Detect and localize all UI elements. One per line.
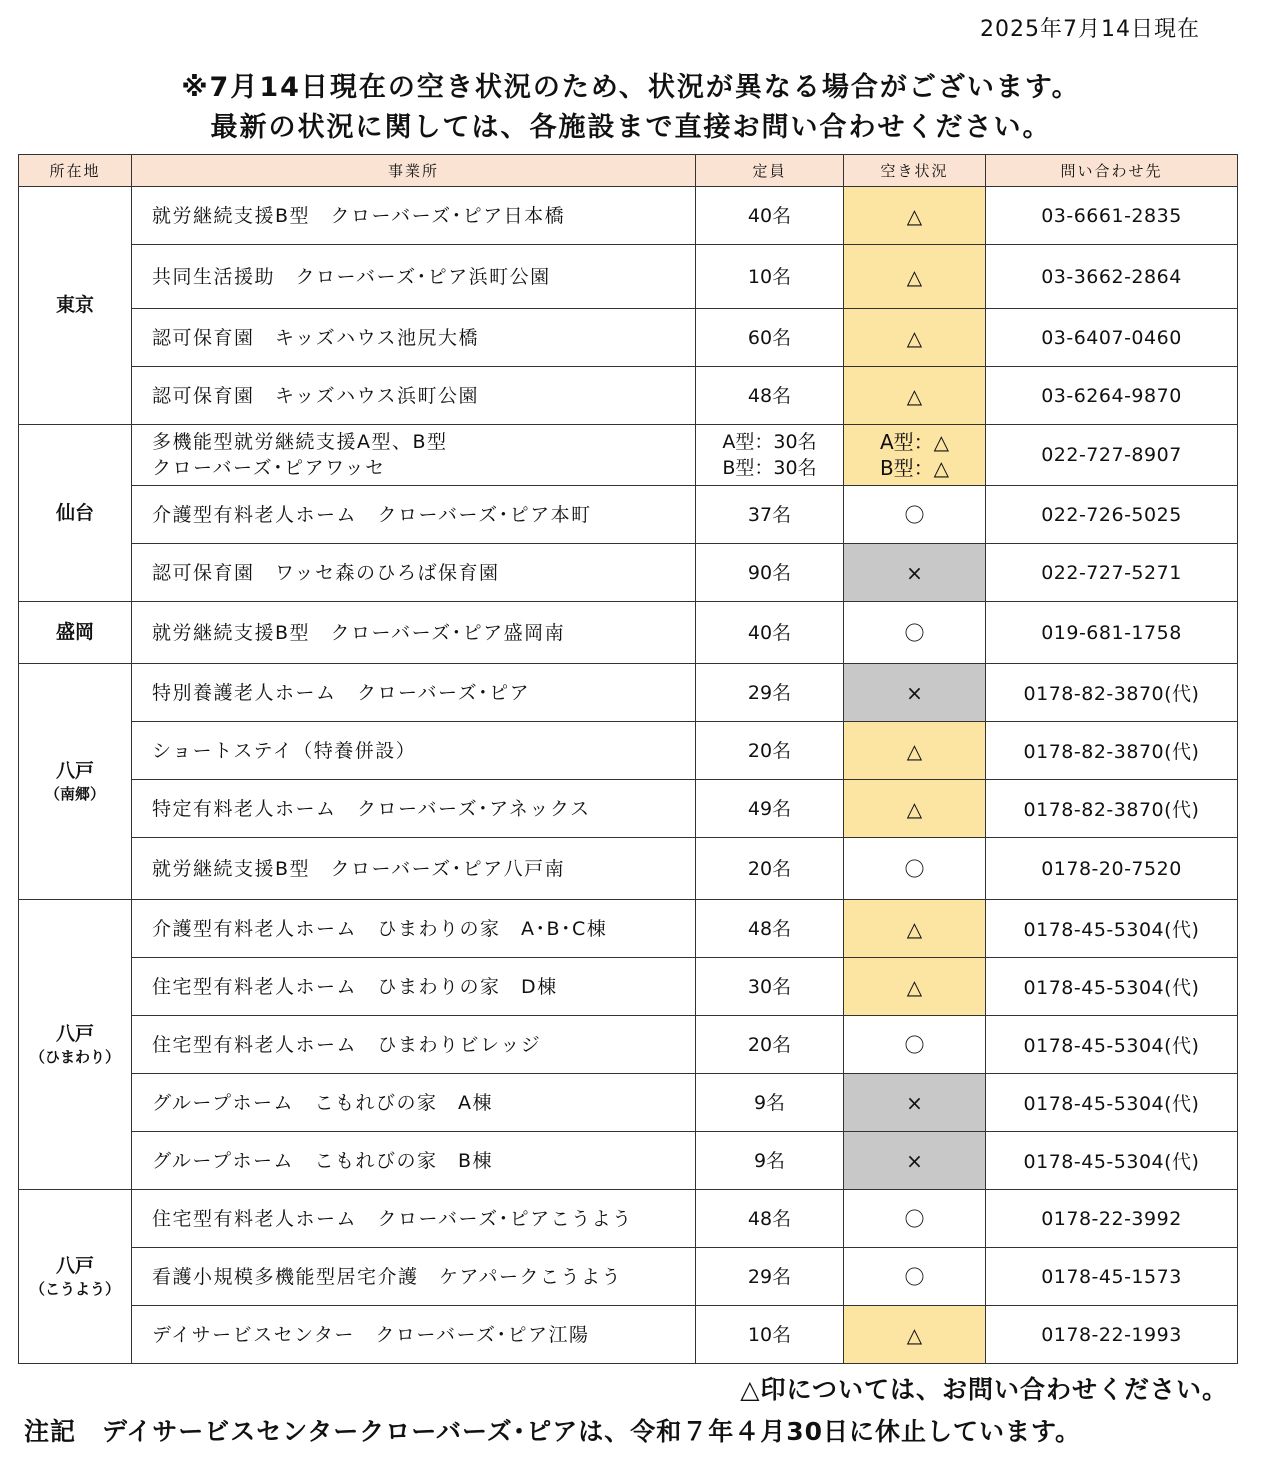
contact-phone: 03-3662-2864 (986, 245, 1238, 309)
location-cell (19, 187, 132, 425)
contact-phone: 022-727-8907 (986, 425, 1238, 486)
capacity-value: 20名 (747, 857, 792, 880)
location-sub: （こうよう） (29, 1280, 120, 1298)
availability-cell (844, 602, 986, 664)
table-row (19, 1016, 1238, 1074)
facility-name: 認可保育園 キッズハウス池尻大橋 (152, 326, 480, 349)
facility-name: 住宅型有料老人ホーム ひまわりビレッジ (152, 1033, 542, 1056)
facility-cell (132, 1132, 696, 1190)
capacity-cell (696, 900, 844, 958)
availability-cell (844, 1248, 986, 1306)
table-row (19, 1074, 1238, 1132)
table-row (19, 1248, 1238, 1306)
table-body (19, 187, 1238, 1364)
availability-cell (844, 958, 986, 1016)
facility-cell (132, 602, 696, 664)
location-cell (19, 664, 132, 900)
facility-cell (132, 900, 696, 958)
capacity-cell (696, 838, 844, 900)
availability-cell (844, 425, 986, 486)
capacity-value: 37名 (747, 503, 792, 526)
availability-mark: × (906, 1090, 923, 1115)
availability-mark: 〇 (904, 856, 925, 881)
capacity-value: B型：30名 (722, 457, 817, 479)
table-row (19, 664, 1238, 722)
capacity-cell (696, 1248, 844, 1306)
contact-phone: 022-726-5025 (986, 486, 1238, 544)
facility-name: 住宅型有料老人ホーム クローバーズ･ピアこうよう (152, 1207, 633, 1230)
capacity-cell (696, 425, 844, 486)
capacity-cell (696, 602, 844, 664)
location-cell (19, 425, 132, 602)
contact-phone: 0178-82-3870(代) (986, 780, 1238, 838)
facility-name: デイサービスセンター クローバーズ･ピア江陽 (152, 1323, 590, 1346)
contact-phone: 0178-45-5304(代) (986, 1074, 1238, 1132)
capacity-value: 48名 (747, 384, 792, 407)
contact-phone: 0178-20-7520 (986, 838, 1238, 900)
availability-cell (844, 780, 986, 838)
location-name: 東京 (55, 294, 94, 316)
header-availability: 空き状況 (844, 155, 986, 187)
facility-name: 特別養護老人ホーム クローバーズ･ピア (152, 681, 531, 704)
facility-name: 認可保育園 ワッセ森のひろば保育園 (152, 561, 500, 584)
location-name: 八戸 (55, 1255, 94, 1277)
availability-cell (844, 1016, 986, 1074)
facility-cell (132, 958, 696, 1016)
contact-phone: 0178-82-3870(代) (986, 664, 1238, 722)
facility-name: ショートステイ（特養併設） (152, 739, 417, 762)
facility-name: 就労継続支援B型 クローバーズ･ピア日本橋 (152, 204, 566, 227)
capacity-value: 49名 (747, 797, 792, 820)
capacity-cell (696, 780, 844, 838)
facility-name: 多機能型就労継続支援A型、B型 (152, 431, 448, 453)
capacity-cell (696, 367, 844, 425)
availability-cell (844, 838, 986, 900)
contact-phone: 0178-22-1993 (986, 1306, 1238, 1364)
table-row (19, 1132, 1238, 1190)
table-row (19, 1190, 1238, 1248)
contact-phone: 0178-22-3992 (986, 1190, 1238, 1248)
table-row (19, 838, 1238, 900)
facility-cell (132, 1016, 696, 1074)
table-row (19, 245, 1238, 309)
facility-cell (132, 780, 696, 838)
capacity-cell (696, 1132, 844, 1190)
capacity-cell (696, 1190, 844, 1248)
contact-phone: 0178-82-3870(代) (986, 722, 1238, 780)
table-row (19, 780, 1238, 838)
capacity-value: 20名 (747, 739, 792, 762)
notice-line-1: ※7月14日現在の空き状況のため、状況が異なる場合がございます。 (181, 72, 1081, 103)
availability-mark: 〇 (904, 1206, 925, 1231)
as-of-date: 2025年7月14日現在 (980, 17, 1200, 42)
facility-name: 看護小規模多機能型居宅介護 ケアパークこうよう (152, 1265, 622, 1288)
capacity-cell (696, 544, 844, 602)
facility-name: 介護型有料老人ホーム クローバーズ･ピア本町 (152, 503, 592, 526)
availability-cell (844, 544, 986, 602)
location-cell (19, 602, 132, 664)
table-row (19, 722, 1238, 780)
facility-name: クローバーズ･ピアワッセ (152, 457, 386, 479)
header-contact: 問い合わせ先 (986, 155, 1238, 187)
notice (0, 68, 1262, 148)
availability-mark: △ (906, 738, 923, 763)
facility-cell (132, 367, 696, 425)
location-cell (19, 1190, 132, 1364)
capacity-cell (696, 1074, 844, 1132)
capacity-value: 9名 (753, 1149, 786, 1172)
capacity-cell (696, 958, 844, 1016)
table-row (19, 544, 1238, 602)
contact-phone: 0178-45-1573 (986, 1248, 1238, 1306)
availability-mark: × (906, 1148, 923, 1173)
table-row (19, 900, 1238, 958)
capacity-cell (696, 722, 844, 780)
facility-cell (132, 1248, 696, 1306)
availability-mark: △ (906, 325, 923, 350)
location-name: 八戸 (55, 760, 94, 782)
availability-mark: 〇 (904, 1032, 925, 1057)
availability-table (18, 154, 1238, 1364)
contact-phone: 03-6661-2835 (986, 187, 1238, 245)
capacity-cell (696, 1306, 844, 1364)
availability-mark: △ (906, 383, 923, 408)
facility-cell (132, 1190, 696, 1248)
facility-cell (132, 486, 696, 544)
availability-mark: △ (906, 1322, 923, 1347)
availability-cell (844, 486, 986, 544)
facility-name: 就労継続支援B型 クローバーズ･ピア八戸南 (152, 857, 566, 880)
availability-mark: 〇 (904, 1264, 925, 1289)
capacity-value: A型：30名 (722, 431, 817, 453)
availability-mark: △ (906, 264, 923, 289)
facility-cell (132, 309, 696, 367)
capacity-value: 10名 (747, 1323, 792, 1346)
facility-name: 住宅型有料老人ホーム ひまわりの家 D棟 (152, 975, 558, 998)
facility-cell (132, 722, 696, 780)
capacity-value: 48名 (747, 1207, 792, 1230)
facility-cell (132, 664, 696, 722)
facility-name: 共同生活援助 クローバーズ･ピア浜町公園 (152, 265, 551, 288)
location-name: 八戸 (55, 1023, 94, 1045)
capacity-value: 40名 (747, 204, 792, 227)
availability-cell (844, 367, 986, 425)
availability-mark: △ (906, 974, 923, 999)
availability-mark: △ (906, 796, 923, 821)
capacity-cell (696, 187, 844, 245)
contact-phone: 0178-45-5304(代) (986, 1016, 1238, 1074)
availability-mark: 〇 (904, 502, 925, 527)
facility-name: 介護型有料老人ホーム ひまわりの家 A･B･C棟 (152, 917, 608, 940)
availability-cell (844, 900, 986, 958)
location-name: 仙台 (55, 501, 94, 524)
capacity-value: 20名 (747, 1033, 792, 1056)
facility-name: 就労継続支援B型 クローバーズ･ピア盛岡南 (152, 621, 566, 644)
location-sub: （ひまわり） (29, 1048, 120, 1066)
capacity-cell (696, 1016, 844, 1074)
contact-phone: 03-6407-0460 (986, 309, 1238, 367)
facility-name: 特定有料老人ホーム クローバーズ･アネックス (152, 797, 591, 820)
availability-mark: × (906, 560, 923, 585)
facility-cell (132, 245, 696, 309)
location-name: 盛岡 (55, 621, 94, 643)
capacity-value: 48名 (747, 917, 792, 940)
contact-phone: 0178-45-5304(代) (986, 1132, 1238, 1190)
availability-cell (844, 1306, 986, 1364)
facility-name: 認可保育園 キッズハウス浜町公園 (152, 384, 480, 407)
contact-phone: 03-6264-9870 (986, 367, 1238, 425)
facility-name: グループホーム こもれびの家 B棟 (152, 1149, 494, 1172)
facility-cell (132, 425, 696, 486)
capacity-value: 60名 (747, 326, 792, 349)
availability-cell (844, 1074, 986, 1132)
table-row (19, 486, 1238, 544)
facility-cell (132, 1074, 696, 1132)
capacity-cell (696, 486, 844, 544)
table-row (19, 309, 1238, 367)
notice-line-2: 最新の状況に関しては、各施設まで直接お問い合わせください。 (210, 112, 1052, 143)
availability-cell (844, 664, 986, 722)
table-row (19, 958, 1238, 1016)
availability-cell (844, 1190, 986, 1248)
footnote-triangle: △印については、お問い合わせください。 (740, 1375, 1228, 1404)
location-cell (19, 900, 132, 1190)
contact-phone: 0178-45-5304(代) (986, 958, 1238, 1016)
capacity-cell (696, 664, 844, 722)
location-sub: （南郷） (44, 785, 105, 803)
availability-mark: × (906, 680, 923, 705)
footnote-closure: 注記 デイサービスセンタークローバーズ･ピアは、令和７年４月30日に休止しています。 (24, 1417, 1082, 1446)
capacity-value: 9名 (753, 1091, 786, 1114)
table-header-row (19, 155, 1238, 187)
availability-cell (844, 309, 986, 367)
table-row (19, 367, 1238, 425)
availability-cell (844, 245, 986, 309)
capacity-value: 29名 (747, 681, 792, 704)
availability-mark: △ (906, 203, 923, 228)
table-row (19, 602, 1238, 664)
facility-cell (132, 838, 696, 900)
header-location: 所在地 (19, 155, 132, 187)
table-row (19, 187, 1238, 245)
capacity-value: 30名 (747, 975, 792, 998)
contact-phone: 0178-45-5304(代) (986, 900, 1238, 958)
contact-phone: 019-681-1758 (986, 602, 1238, 664)
capacity-value: 10名 (747, 265, 792, 288)
availability-cell (844, 1132, 986, 1190)
availability-mark: △ (906, 916, 923, 941)
capacity-value: 40名 (747, 621, 792, 644)
availability-mark: 〇 (904, 620, 925, 645)
facility-cell (132, 544, 696, 602)
facility-name: グループホーム こもれびの家 A棟 (152, 1091, 493, 1114)
capacity-value: 29名 (747, 1265, 792, 1288)
facility-cell (132, 187, 696, 245)
capacity-cell (696, 245, 844, 309)
contact-phone: 022-727-5271 (986, 544, 1238, 602)
availability-cell (844, 722, 986, 780)
availability-mark: B型：△ (879, 456, 950, 480)
capacity-cell (696, 309, 844, 367)
availability-cell (844, 187, 986, 245)
capacity-value: 90名 (747, 561, 792, 584)
availability-mark: A型：△ (879, 430, 950, 454)
facility-cell (132, 1306, 696, 1364)
header-facility: 事業所 (132, 155, 696, 187)
table-row (19, 1306, 1238, 1364)
header-capacity: 定員 (696, 155, 844, 187)
table-row (19, 425, 1238, 486)
